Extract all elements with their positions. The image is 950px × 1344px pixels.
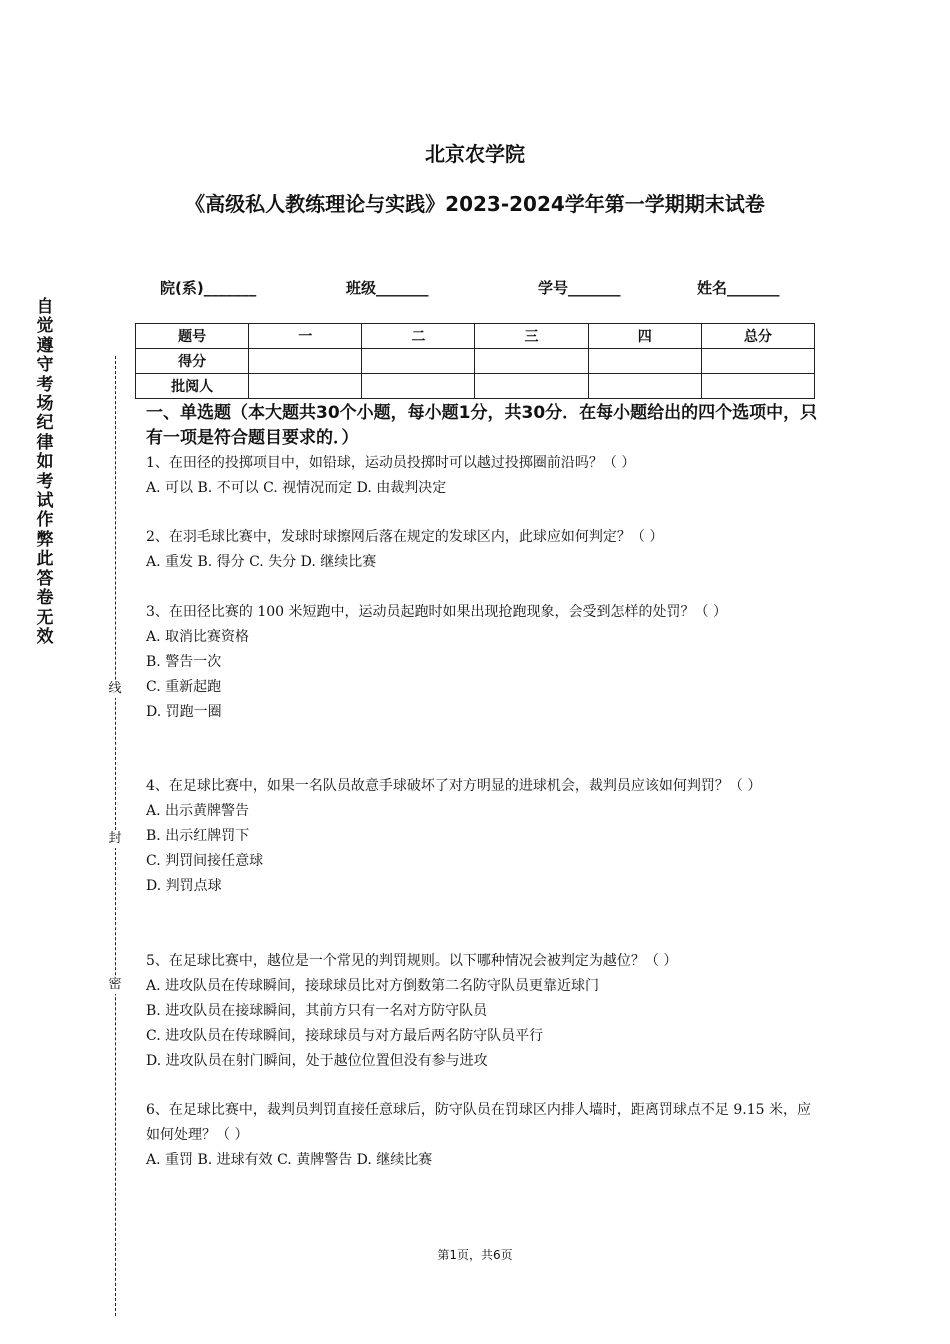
score-cell	[362, 349, 475, 374]
option-b: B. 出示红牌罚下	[146, 828, 250, 844]
option-c: C. 重新起跑	[146, 679, 222, 695]
question-stem: 4、在足球比赛中，如果一名队员故意手球破坏了对方明显的进球机会，裁判员应该如何判罚？（ ）	[146, 778, 762, 794]
question-stem: 2、在羽毛球比赛中，发球时球擦网后落在规定的发球区内，此球应如何判定？（ ）	[146, 529, 664, 545]
header-cell: 二	[362, 324, 475, 349]
option-d: D. 罚跑一圈	[146, 704, 222, 720]
question-2	[146, 525, 816, 575]
side-warning: 自觉遵守考场纪律如考试作弊此答卷无效	[36, 297, 54, 647]
name-field: 姓名_______	[697, 279, 780, 297]
school-name: 北京农学院	[425, 142, 525, 166]
binding-mark-seal: 封	[106, 830, 124, 848]
question-3	[146, 600, 816, 725]
question-stem: 1、在田径的投掷项目中，如铅球，运动员投掷时可以越过投掷圈前沿吗？（ ）	[146, 455, 636, 471]
option-a: A. 取消比赛资格	[146, 629, 250, 645]
header-cell: 总分	[701, 324, 814, 349]
question-5	[146, 949, 816, 1074]
option-b: B. 进攻队员在接球瞬间，其前方只有一名对方防守队员	[146, 1003, 488, 1019]
option-b: B. 警告一次	[146, 654, 222, 670]
option-a: A. 进攻队员在传球瞬间，接球球员比对方倒数第二名防守队员更靠近球门	[146, 978, 600, 994]
exam-title: 《高级私人教练理论与实践》2023-2024学年第一学期期末试卷	[185, 192, 765, 216]
class-field: 班级_______	[346, 279, 429, 297]
binding-mark-secret: 密	[106, 976, 124, 994]
option-c: C. 判罚间接任意球	[146, 853, 264, 869]
grader-cell	[588, 374, 701, 399]
section-heading: 一、单选题（本大题共30个小题，每小题1分，共30分．在每小题给出的四个选项中，只有一项是符合题目要求的．）	[146, 403, 818, 448]
question-1	[146, 451, 816, 501]
question-4	[146, 774, 816, 899]
student-id-field: 学号_______	[538, 279, 621, 297]
grader-row	[136, 374, 815, 399]
question-stem: 6、在足球比赛中，裁判员判罚直接任意球后，防守队员在罚球区内排人墙时，距离罚球点不足 9.15 米，应如何处理？（ ）	[146, 1102, 811, 1143]
question-options: A. 重罚 B. 进球有效 C. 黄牌警告 D. 继续比赛	[146, 1152, 433, 1168]
grader-cell	[249, 374, 362, 399]
score-cell	[588, 349, 701, 374]
option-a: A. 出示黄牌警告	[146, 803, 250, 819]
score-table	[135, 323, 815, 399]
question-6	[146, 1098, 816, 1173]
header-cell: 三	[475, 324, 588, 349]
header-cell: 一	[249, 324, 362, 349]
department-field: 院(系)_______	[160, 279, 257, 297]
grader-cell	[362, 374, 475, 399]
score-cell	[475, 349, 588, 374]
option-c: C. 进攻队员在传球瞬间，接球球员与对方最后两名防守队员平行	[146, 1028, 544, 1044]
grader-cell	[701, 374, 814, 399]
grader-cell	[475, 374, 588, 399]
header-cell: 四	[588, 324, 701, 349]
question-stem: 3、在田径比赛的 100 米短跑中，运动员起跑时如果出现抢跑现象，会受到怎样的处罚？（ ）	[146, 604, 727, 620]
score-table-header	[136, 324, 815, 349]
row-label: 批阅人	[136, 374, 249, 399]
header-cell: 题号	[136, 324, 249, 349]
option-d: D. 判罚点球	[146, 878, 222, 894]
score-row	[136, 349, 815, 374]
question-options: A. 可以 B. 不可以 C. 视情况而定 D. 由裁判决定	[146, 480, 447, 496]
option-d: D. 进攻队员在射门瞬间，处于越位位置但没有参与进攻	[146, 1053, 488, 1069]
binding-mark-line: 线	[106, 680, 124, 698]
score-cell	[249, 349, 362, 374]
question-stem: 5、在足球比赛中，越位是一个常见的判罚规则。以下哪种情况会被判定为越位？（ ）	[146, 953, 678, 969]
question-options: A. 重发 B. 得分 C. 失分 D. 继续比赛	[146, 554, 377, 570]
score-cell	[701, 349, 814, 374]
page-footer: 第1页，共6页	[437, 1248, 513, 1262]
row-label: 得分	[136, 349, 249, 374]
